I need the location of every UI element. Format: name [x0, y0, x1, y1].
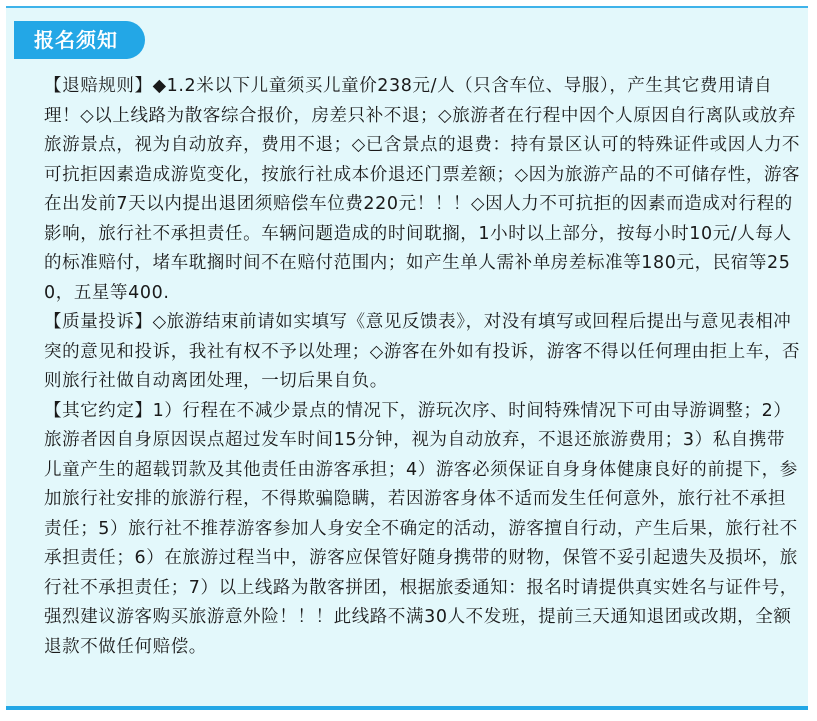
notice-panel	[6, 6, 808, 706]
notice-content	[44, 72, 801, 662]
paragraph-refund-rules: 【退赔规则】◆1.2米以下儿童须买儿童价238元/人（只含车位、导服），产生其它费用请自理！◇以上线路为散客综合报价，房差只补不退；◇旅游者在行程中因个人原因自行离队或放弃旅游景点，视为自动放弃，费用不退；◇已含景点的退费：持有景区认可的特殊证件或因人力不可抗拒因素造成游览变化，按旅行社成本价退还门票差额；◇因为旅游产品的不可储存性，游客在出发前7天以内提出退团须赔偿车位费220元！！！◇因人力不可抗拒的因素而造成对行程的影响，旅行社不承担责任。车辆问题造成的时间耽搁，1小时以上部分，按每小时10元/人每人的标准赔付，堵车耽搁时间不在赔付范围内；如产生单人需补单房差标准等180元，民宿等250，五星等400.	[44, 76, 801, 303]
paragraph-quality-complaints: 【质量投诉】◇旅游结束前请如实填写《意见反馈表》，对没有填写或回程后提出与意见表相冲突的意见和投诉，我社有权不予以处理；◇游客在外如有投诉，游客不得以任何理由拒上车，否则旅行社做自动离团处理，一切后果自负。	[44, 312, 801, 391]
paragraph-other-agreements: 【其它约定】1）行程在不减少景点的情况下，游玩次序、时间特殊情况下可由导游调整；2）旅游者因自身原因误点超过发车时间15分钟，视为自动放弃，不退还旅游费用；3）私自携带儿童产生的超载罚款及其他责任由游客承担；4）游客必须保证自身身体健康良好的前提下，参加旅行社安排的旅游行程，不得欺骗隐瞒，若因游客身体不适而发生任何意外，旅行社不承担责任；5）旅行社不推荐游客参加人身安全不确定的活动，游客擅自行动，产生后果，旅行社不承担责任；6）在旅游过程当中，游客应保管好随身携带的财物，保管不妥引起遗失及损坏，旅行社不承担责任；7）以上线路为散客拼团，根据旅委通知：报名时请提供真实姓名与证件号，强烈建议游客购买旅游意外险！！！此线路不满30人不发班，提前三天通知退团或改期，全额退款不做任何赔偿。	[44, 400, 798, 657]
section-title: 报名须知	[14, 21, 145, 59]
bottom-divider	[6, 706, 808, 710]
